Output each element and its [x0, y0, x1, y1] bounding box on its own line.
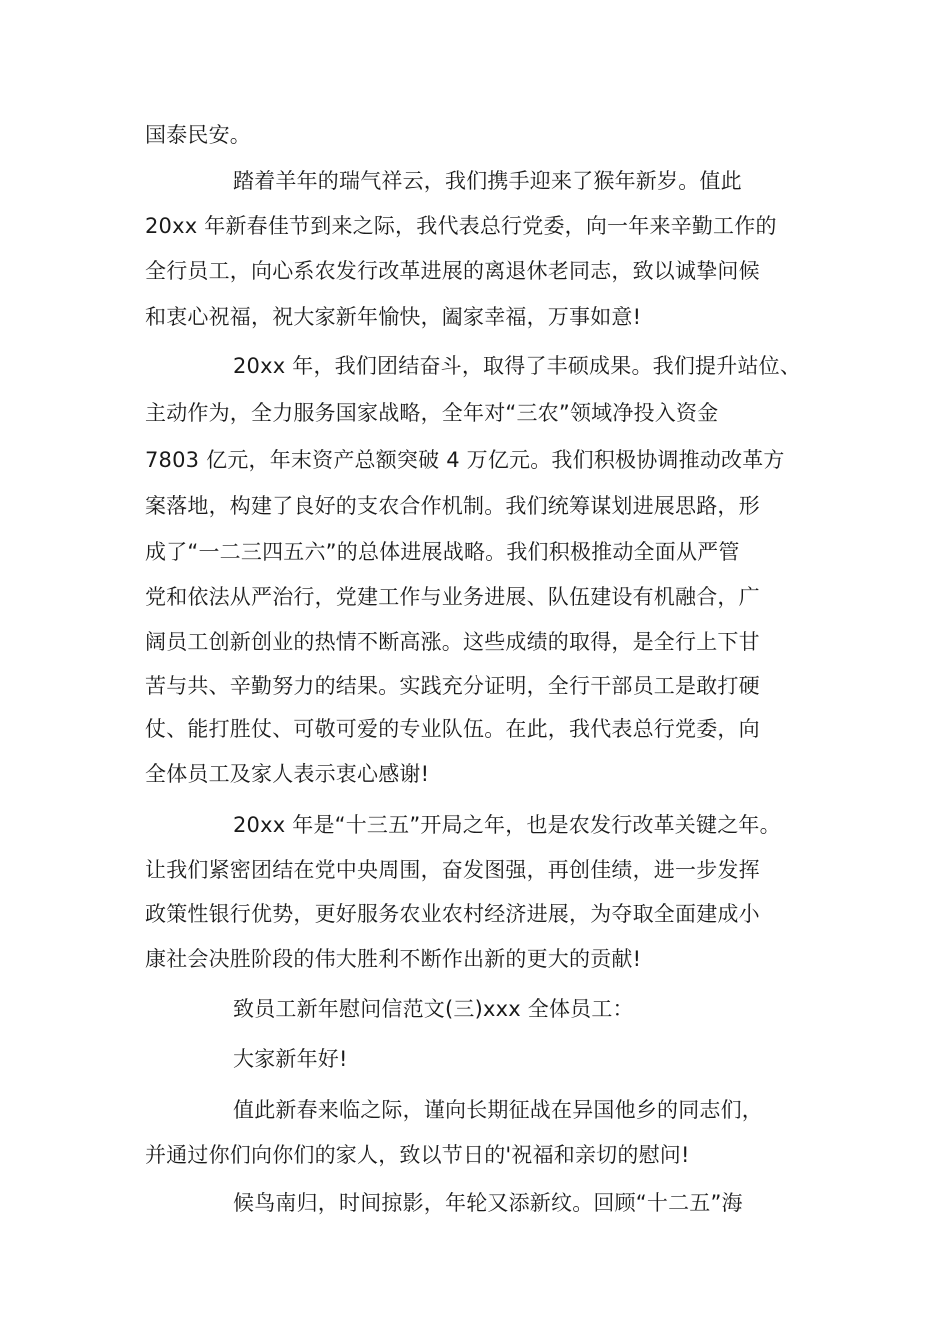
text-line: 政策性银行优势，更好服务农业农村经济进展，为夺取全面建成小	[145, 902, 760, 926]
text-line: 并通过你们向你们的家人，致以节日的'祝福和亲切的慰问!	[145, 1143, 690, 1167]
paragraph-first-line: 值此新春来临之际，谨向长期征战在异国他乡的同志们，	[233, 1098, 763, 1122]
text-line: 案落地，构建了良好的支农合作机制。我们统筹谋划进展思路，形	[145, 494, 760, 518]
text-line: 全体员工及家人表示衷心感谢!	[145, 762, 430, 786]
text-line: 苦与共、辛勤努力的结果。实践充分证明，全行干部员工是敢打硬	[145, 674, 760, 698]
text-line: 让我们紧密团结在党中央周围，奋发图强，再创佳绩，进一步发挥	[145, 858, 760, 882]
text-line: 党和依法从严治行，党建工作与业务进展、队伍建设有机融合，广	[145, 585, 760, 609]
text-line: 全行员工，向心系农发行改革进展的离退休老同志，致以诚挚问候	[145, 259, 760, 283]
text-line: 7803 亿元，年末资产总额突破 4 万亿元。我们积极协调推动改革方	[145, 448, 785, 472]
paragraph-first-line: 候鸟南归，时间掠影，年轮又添新纹。回顾“十二五”海	[233, 1191, 743, 1215]
text-line: 国泰民安。	[145, 123, 251, 147]
paragraph-first-line: 20xx 年是“十三五”开局之年，也是农发行改革关键之年。	[233, 813, 781, 837]
text-line: 20xx 年新春佳节到来之际，我代表总行党委，向一年来辛勤工作的	[145, 214, 777, 238]
text-line: 仗、能打胜仗、可敬可爱的专业队伍。在此，我代表总行党委，向	[145, 717, 760, 741]
paragraph-first-line: 20xx 年，我们团结奋斗，取得了丰硕成果。我们提升站位、	[233, 354, 802, 378]
text-line: 和衷心祝福，祝大家新年愉快，阖家幸福，万事如意!	[145, 305, 642, 329]
text-line: 康社会决胜阶段的伟大胜利不断作出新的更大的贡献!	[145, 947, 642, 971]
letter-heading: 致员工新年慰问信范文(三)xxx 全体员工：	[233, 997, 634, 1021]
text-line: 成了“一二三四五六”的总体进展战略。我们积极推动全面从严管	[145, 540, 740, 564]
greeting-line: 大家新年好!	[233, 1047, 348, 1071]
paragraph-first-line: 踏着羊年的瑞气祥云，我们携手迎来了猴年新岁。值此	[233, 169, 742, 193]
text-line: 阔员工创新创业的热情不断高涨。这些成绩的取得，是全行上下甘	[145, 630, 760, 654]
text-line: 主动作为，全力服务国家战略，全年对“三农”领域净投入资金	[145, 401, 719, 425]
